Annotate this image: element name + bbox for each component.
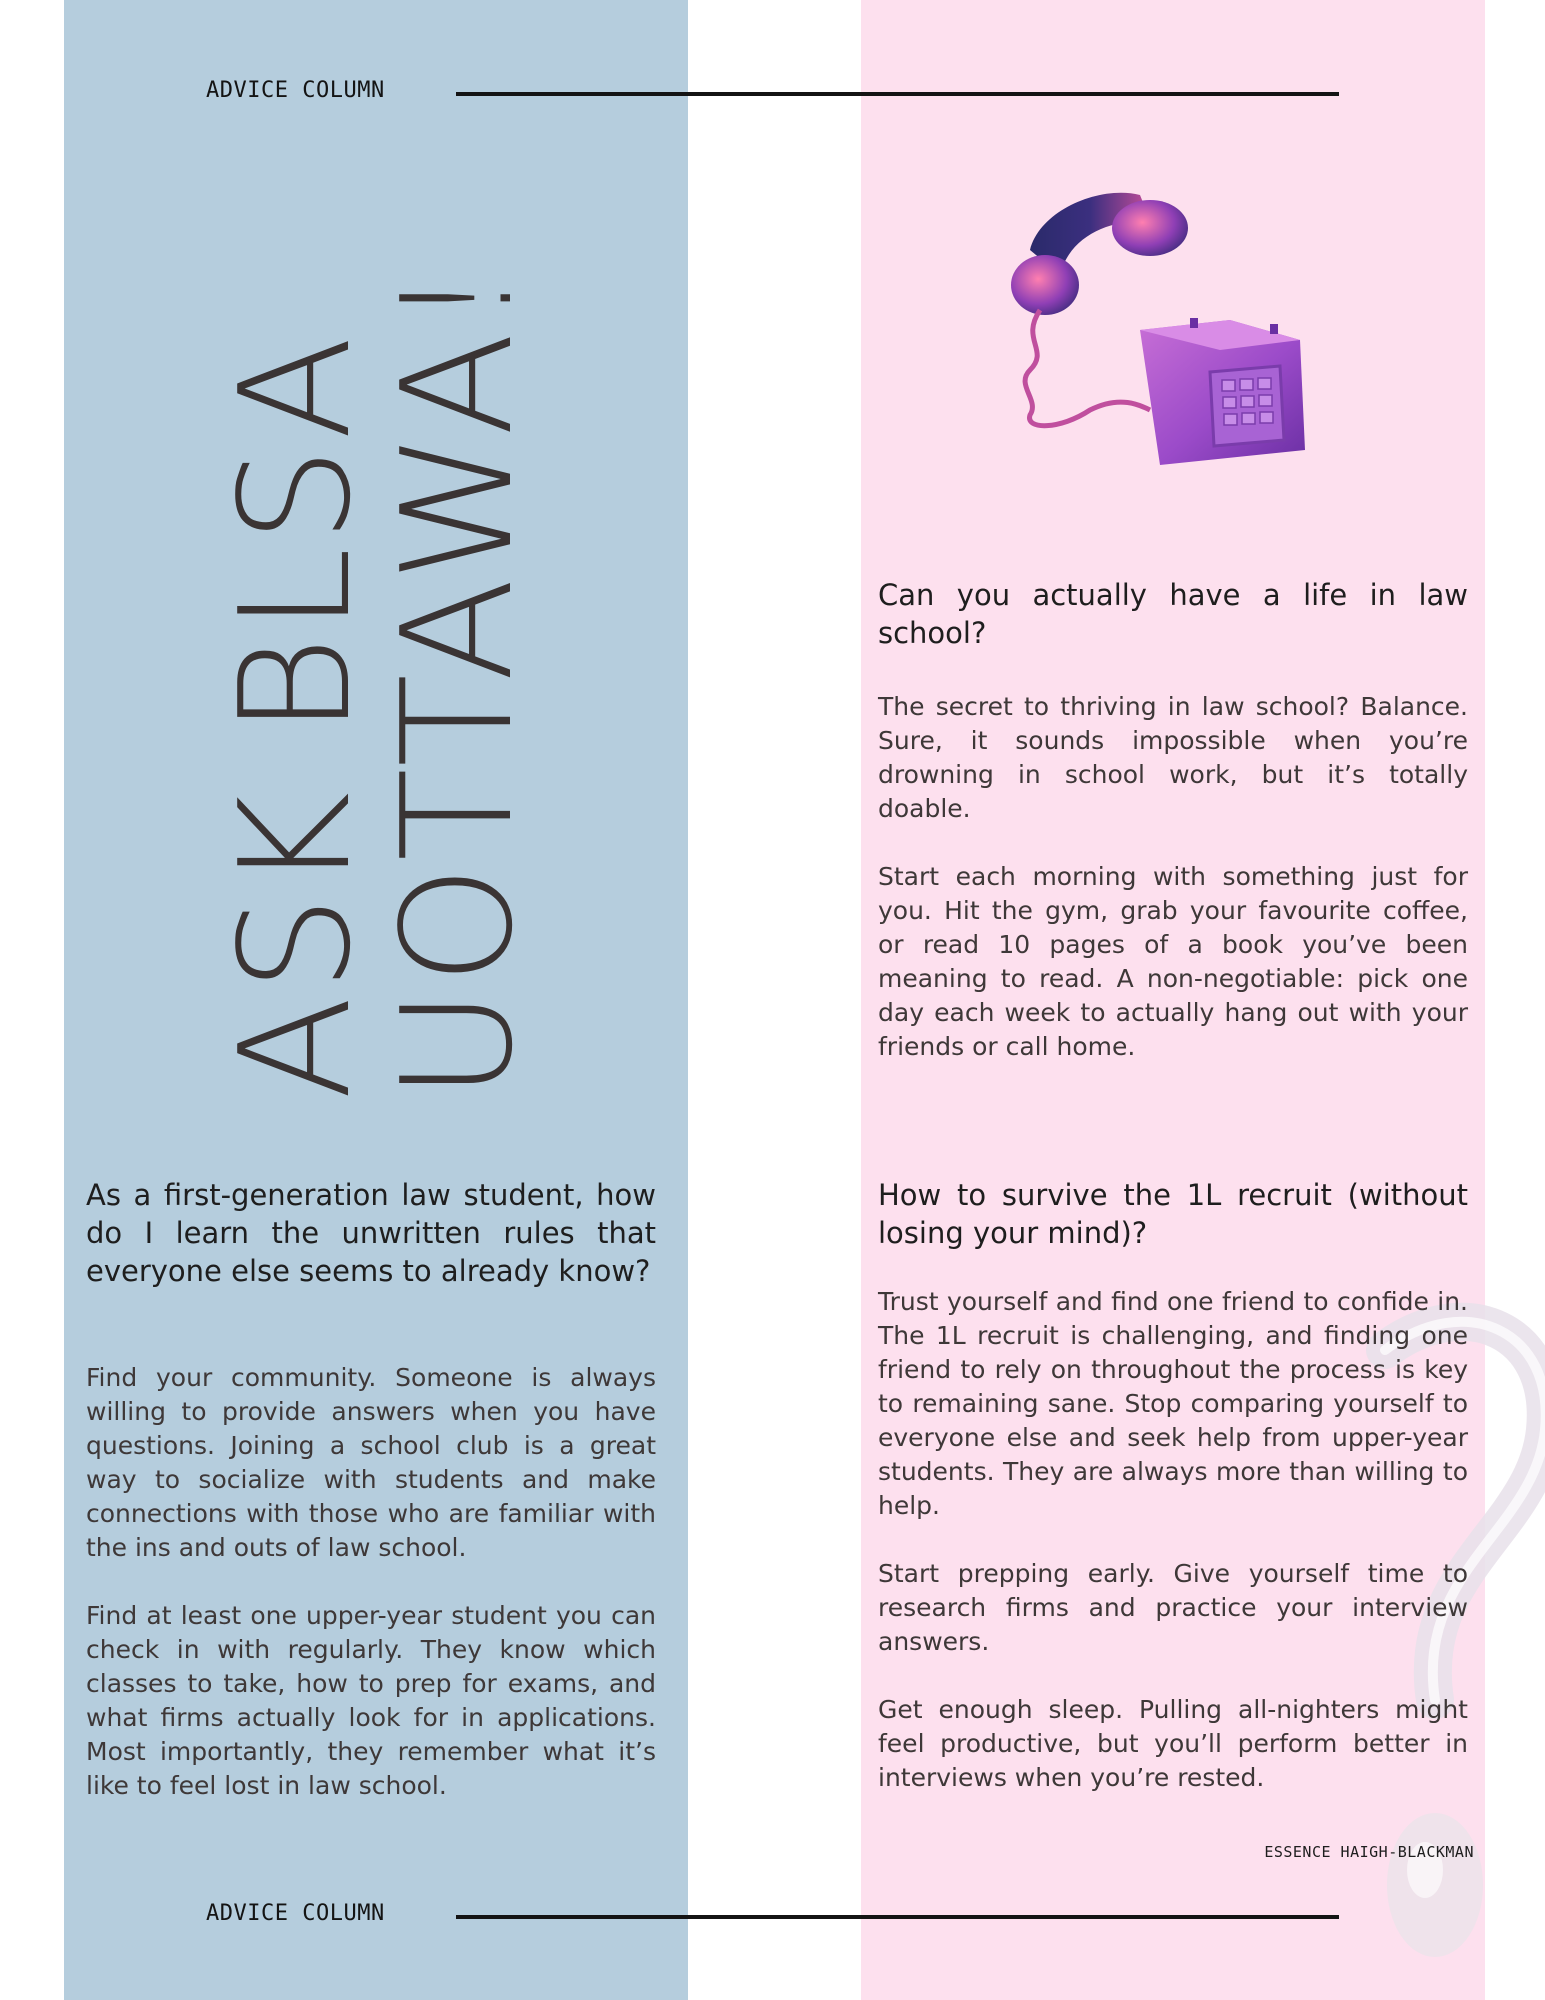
page-title: [207, 263, 546, 1100]
header-rule: [456, 92, 1339, 96]
left-answer: [86, 1361, 656, 1837]
right-answer-2: [878, 1285, 1468, 1829]
right-paragraph: Start each morning with something just for you. Hit the gym, grab your favourite coffee, or read 10 pages of a book you’ve been meaning to read. A non-negotiable: pick one day each week to actually hang out with your friends or call home.: [878, 862, 1468, 1061]
author-byline: ESSENCE HAIGH-BLACKMAN: [1264, 1843, 1474, 1861]
right-paragraph: The secret to thriving in law school? Balance. Sure, it sounds impossible when you’re drowning in school work, but it’s totally doable.: [878, 692, 1468, 823]
title-line-1: ASK BLSA: [207, 332, 384, 1100]
right-question-1: Can you actually have a life in law school?: [878, 578, 1468, 650]
left-question: As a first-generation law student, how do I learn the unwritten rules that everyone else seems to already know?: [86, 1178, 656, 1288]
right-answer-1: [878, 690, 1468, 1098]
left-paragraph: Find at least one upper-year student you can check in with regularly. They know which classes to take, how to prep for exams, and what firms actually look for in applications. Most importantly, they remember what it’s like to feel lost in law school.: [86, 1601, 656, 1800]
telephone-icon: [1000, 190, 1320, 490]
title-line-2: UOTTAWA!: [369, 263, 546, 1100]
left-paragraph: Find your community. Someone is always willing to provide answers when you have questions. Joining a school club is a great way to socialize with students and make connections with those who are familiar with the ins and outs of law school.: [86, 1363, 656, 1562]
right-paragraph: Trust yourself and find one friend to confide in. The 1L recruit is challenging, and finding one friend to rely on throughout the process is key to remaining sane. Stop comparing yourself to everyone else and seek help from upper-year students. They are always more than willing to help.: [878, 1287, 1468, 1520]
right-question-2: How to survive the 1L recruit (without losing your mind)?: [878, 1178, 1468, 1250]
right-paragraph: Get enough sleep. Pulling all-nighters might feel productive, but you’ll perform better in interviews when you’re rested.: [878, 1695, 1468, 1792]
footer-section-label: ADVICE COLUMN: [206, 1901, 385, 1926]
right-paragraph: Start prepping early. Give yourself time to research firms and practice your interview answers.: [878, 1559, 1468, 1656]
footer-rule: [456, 1915, 1339, 1919]
header-section-label: ADVICE COLUMN: [206, 78, 385, 103]
